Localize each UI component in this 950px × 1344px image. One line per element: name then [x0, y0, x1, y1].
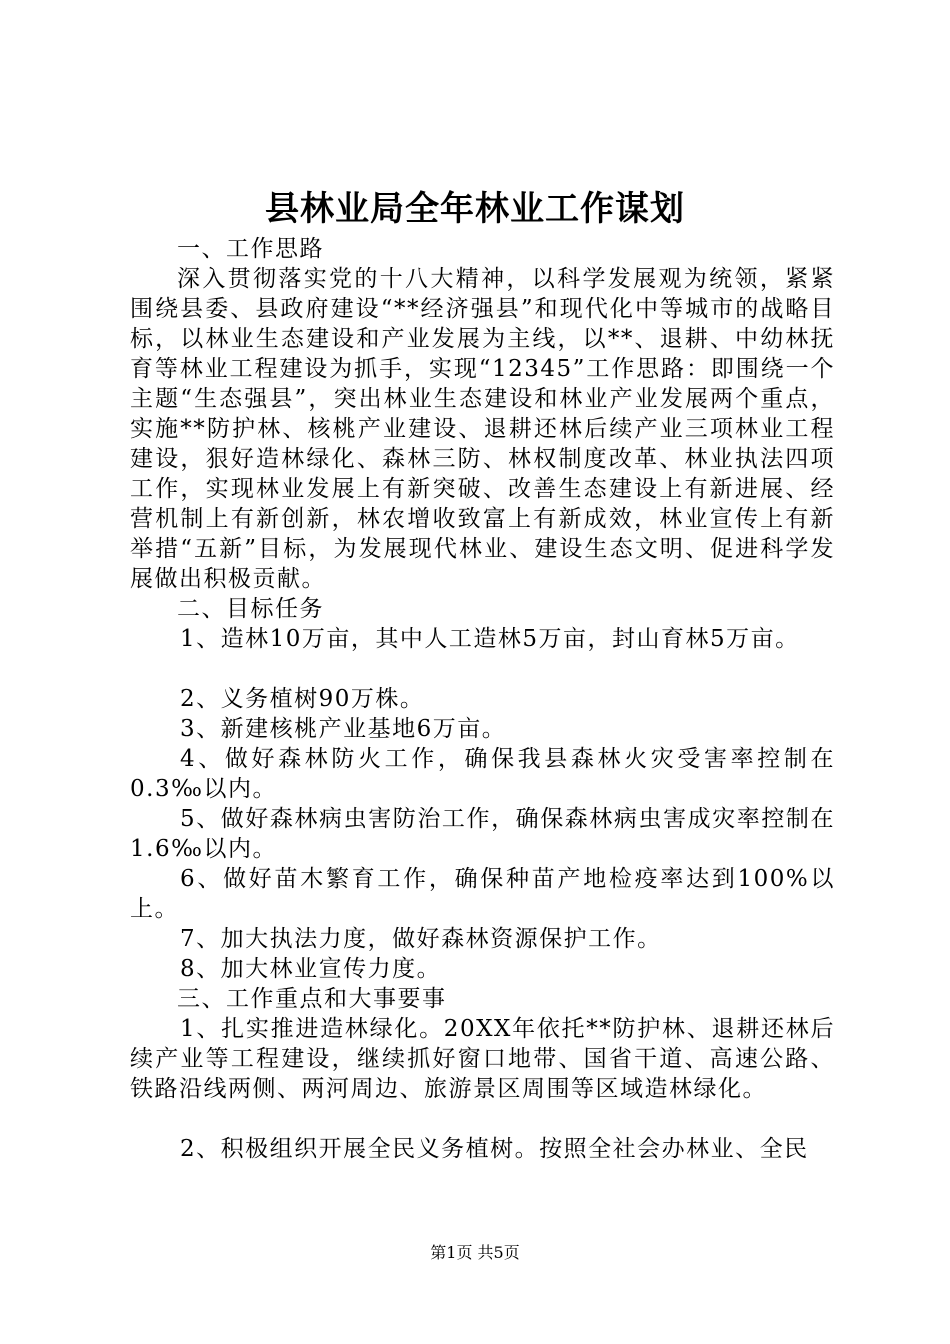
paragraph-work-idea: 深入贯彻落实党的十八大精神，以科学发展观为统领，紧紧围绕县委、县政府建设“**经济强县”和现代化中等城市的战略目标，以林业生态建设和产业发展为主线，以**、退耕、中幼林抚育等林业工程建设为抓手，实现“12345”工作思路：即围绕一个主题“生态强县”，突出林业生态建设和林业产业发展两个重点，实施**防护林、核桃产业建设、退耕还林后续产业三项林业工程建设，狠好造林绿化、森林三防、林权制度改革、林业执法四项工作，实现林业发展上有新突破、改善生态建设上有新进展、经营机制上有新创新，林农增收致富上有新成效，林业宣传上有新举措“五新”目标，为发展现代林业、建设生态文明、促进科学发展做出积极贡献。: [130, 266, 835, 592]
section-heading-3: 三、工作重点和大事要事: [177, 986, 447, 1012]
document-body: [130, 234, 835, 1164]
blank-line: [130, 1104, 835, 1134]
target-item-4: 4、做好森林防火工作，确保我县森林火灾受害率控制在0.3‰以内。: [130, 746, 835, 802]
target-item-2: 2、义务植树90万株。: [180, 686, 425, 712]
blank-line: [130, 654, 835, 684]
target-item-6: 6、做好苗木繁育工作，确保种苗产地检疫率达到100%以上。: [130, 866, 835, 922]
page-footer: 第1页 共5页: [430, 1243, 520, 1262]
target-item-3: 3、新建核桃产业基地6万亩。: [180, 716, 507, 742]
section-heading-1: 一、工作思路: [177, 236, 324, 262]
target-item-1: 1、造林10万亩，其中人工造林5万亩，封山育林5万亩。: [180, 626, 800, 652]
target-item-5: 5、做好森林病虫害防治工作，确保森林病虫害成灾率控制在1.6‰以内。: [130, 806, 835, 862]
key-work-item-1: 1、扎实推进造林绿化。20XX年依托**防护林、退耕还林后续产业等工程建设，继续抓好窗口地带、国省干道、高速公路、铁路沿线两侧、两河周边、旅游景区周围等区域造林绿化。: [130, 1016, 835, 1102]
target-item-7: 7、加大执法力度，做好森林资源保护工作。: [180, 926, 662, 952]
document-title: 县林业局全年林业工作谋划: [265, 189, 685, 229]
key-work-item-2: 2、积极组织开展全民义务植树。按照全社会办林业、全民: [180, 1136, 809, 1162]
section-heading-2: 二、目标任务: [177, 596, 324, 622]
target-item-8: 8、加大林业宣传力度。: [180, 956, 442, 982]
